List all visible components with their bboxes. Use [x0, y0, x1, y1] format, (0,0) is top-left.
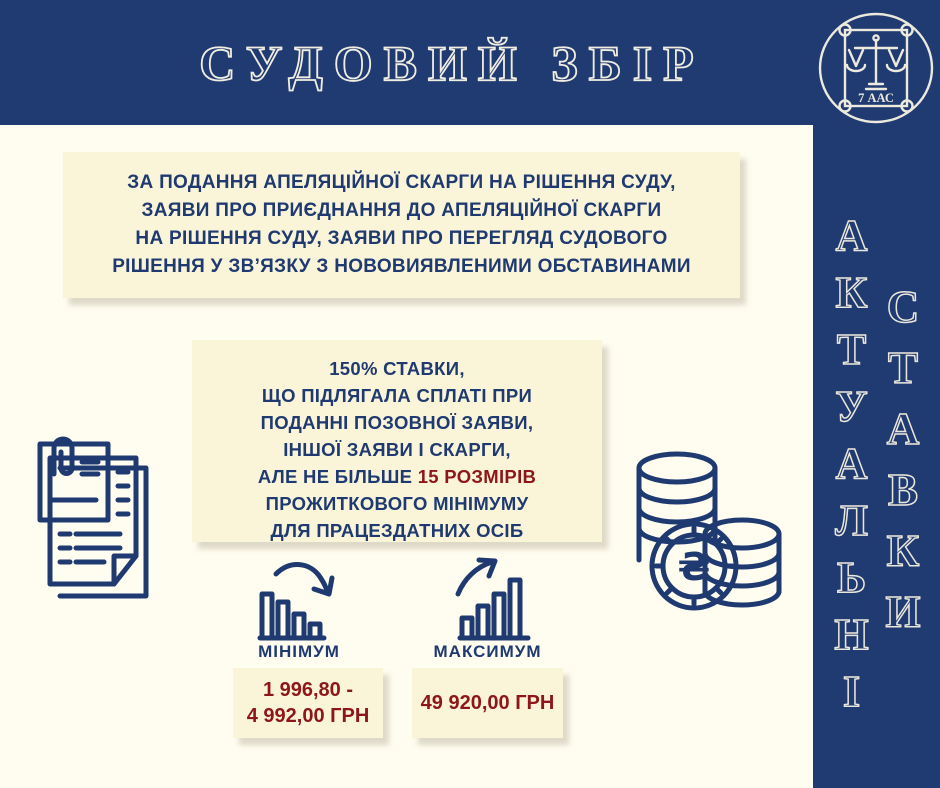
rate-line: ЩО ПІДЛЯГАЛА СПЛАТІ ПРИ — [261, 385, 533, 406]
minimum-value-line1: 1 996,80 - — [262, 679, 354, 701]
documents-illustration — [30, 428, 158, 606]
minimum-label: МІНІМУМ — [258, 642, 340, 661]
hryvnia-symbol: ₴ — [677, 545, 711, 589]
coins-illustration — [630, 442, 785, 620]
rate-line: 150% СТАВКИ, — [329, 358, 465, 379]
rate-line: ПОДАННІ ПОЗОВНОЇ ЗАЯВИ, — [260, 412, 534, 433]
page-title: СУДОВИЙ ЗБІР — [199, 34, 705, 91]
case-line: ЗАЯВИ ПРО ПРИЄДНАННЯ ДО АПЕЛЯЦІЙНОЇ СКАРГИ — [141, 200, 662, 221]
rate-line: ПРОЖИТКОВОГО МІНІМУМУ — [265, 493, 529, 514]
vertical-word-aktualni: АКТУАЛЬНІ — [827, 211, 876, 724]
rising-bars-arrow-icon — [448, 555, 540, 643]
case-line: РІШЕННЯ У ЗВ’ЯЗКУ З НОВОВИЯВЛЕНИМИ ОБСТАВИНАМИ — [112, 256, 691, 277]
coins-hryvnia-icon — [630, 442, 785, 620]
rate-line: ІНШОЇ ЗАЯВИ І СКАРГИ, — [283, 439, 511, 460]
rate-line-blue-part: АЛЕ НЕ БІЛЬШЕ — [257, 466, 418, 487]
case-line: ЗА ПОДАННЯ АПЕЛЯЦІЙНОЇ СКАРГИ НА РІШЕННЯ СУДУ, — [127, 172, 676, 193]
case-line: НА РІШЕННЯ СУДУ, ЗАЯВИ ПРО ПЕРЕГЛЯД СУДОВОГО — [135, 228, 668, 249]
logo-caption: 7 ААС — [858, 91, 894, 105]
court-logo — [817, 12, 935, 124]
documents-paperclip-icon — [30, 428, 158, 606]
rate-line-red-part: 15 РОЗМІРІВ — [417, 466, 537, 487]
minimum-value-line2: 4 992,00 ГРН — [246, 705, 370, 727]
declining-bars-arrow-icon — [252, 557, 344, 643]
rate-line: ДЛЯ ПРАЦЕЗДАТНИХ ОСІБ — [270, 520, 524, 541]
maximum-chart — [448, 555, 540, 643]
vertical-word-stavky: СТАВКИ — [878, 282, 928, 648]
minimum-value-box — [233, 668, 383, 738]
rate-description-box — [192, 340, 602, 542]
rate-line-mixed — [192, 463, 602, 490]
maximum-label: МАКСИМУМ — [433, 642, 542, 661]
maximum-value: 49 920,00 ГРН — [420, 692, 555, 714]
scales-of-justice-icon — [817, 12, 935, 124]
minimum-chart — [252, 557, 344, 643]
case-description-box — [63, 152, 740, 298]
maximum-value-box — [412, 668, 563, 738]
